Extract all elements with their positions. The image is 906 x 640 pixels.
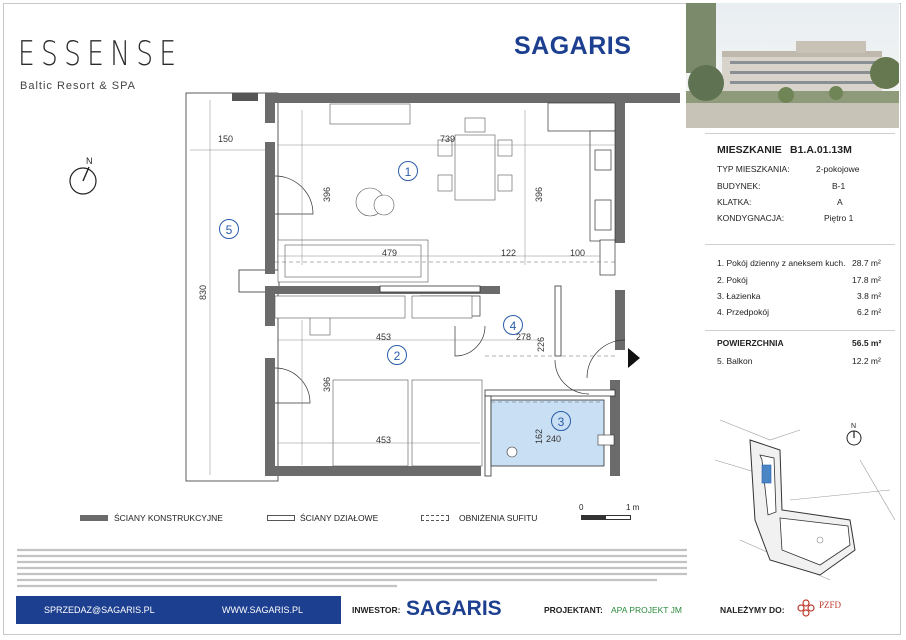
pzfd-flower-icon <box>796 598 816 618</box>
investor-label: INWESTOR: <box>352 605 401 615</box>
staircase-label: KLATKA: <box>717 197 752 207</box>
dim-278: 278 <box>516 332 532 342</box>
floor-label: KONDYGNACJA: <box>717 213 785 223</box>
info-separator-top <box>705 133 895 134</box>
wardrobe <box>275 296 472 318</box>
info-separator-area <box>705 330 895 331</box>
dim-240: 240 <box>546 434 562 444</box>
room-1-value: 28.7 m² <box>852 258 881 268</box>
dim-396-bedroom: 396 <box>322 376 332 392</box>
essense-logo: ESSENSE <box>18 34 183 74</box>
designer-value: APA PROJEKT JM <box>611 605 683 615</box>
dim-479: 479 <box>382 248 398 258</box>
balcony-value: 12.2 m² <box>852 356 881 366</box>
balcony-label: 5. Balkon <box>717 356 753 366</box>
scale-one-meter: 1 m <box>626 503 640 512</box>
legend-partition-swatch <box>267 515 295 521</box>
room-label-5: 5 <box>219 219 239 239</box>
room-label-1: 1 <box>398 161 418 181</box>
room-label-3: 3 <box>551 411 571 431</box>
pzfd-logo: PZFD <box>819 600 842 610</box>
dim-453-bottom: 453 <box>376 435 392 445</box>
room-label-2: 2 <box>387 345 407 365</box>
legend-ceiling-swatch <box>421 515 449 521</box>
dining-table <box>438 118 512 200</box>
disclaimer-text-block <box>17 547 687 589</box>
dim-396-right: 396 <box>534 186 544 202</box>
apartment-title-label: MIESZKANIE <box>717 144 782 156</box>
dim-830: 830 <box>198 284 208 300</box>
scale-zero: 0 <box>579 503 584 512</box>
dim-100: 100 <box>570 248 586 258</box>
apartment-type-value: 2-pokojowe <box>816 164 860 174</box>
footer-email-link[interactable]: SPRZEDAZ@SAGARIS.PL <box>44 605 155 615</box>
north-arrow-icon <box>66 152 106 197</box>
investor-logo: SAGARIS <box>406 597 502 620</box>
site-north-letter: N <box>851 423 857 430</box>
room-2-value: 17.8 m² <box>852 275 881 285</box>
legend-ceiling-label: OBNIŻENIA SUFITU <box>459 513 538 523</box>
footer-website-link[interactable]: WWW.SAGARIS.PL <box>222 605 304 615</box>
sofa <box>278 104 428 282</box>
dim-162: 162 <box>534 428 544 444</box>
building-photo <box>686 3 899 128</box>
beds <box>310 300 482 466</box>
entrance-arrow-icon <box>628 348 640 368</box>
contact-footer-bar <box>16 596 341 624</box>
scale-bar <box>581 515 631 520</box>
balcony-post <box>232 93 258 101</box>
room-1-label: 1. Pokój dzienny z aneksem kuch. <box>717 258 846 268</box>
legend-structural-swatch <box>80 515 108 521</box>
room-2-label: 2. Pokój <box>717 275 748 285</box>
dim-396-left: 396 <box>322 186 332 202</box>
legend-partition-label: ŚCIANY DZIAŁOWE <box>300 513 379 523</box>
floor-value: Piętro 1 <box>824 213 854 223</box>
apartment-title-value: B1.A.01.13M <box>790 144 852 156</box>
dim-739: 739 <box>440 134 456 144</box>
sagaris-logo: SAGARIS <box>514 32 632 60</box>
dim-150: 150 <box>218 134 234 144</box>
north-letter: N <box>86 156 93 166</box>
info-separator-mid <box>705 244 895 245</box>
dim-453-top: 453 <box>376 332 392 342</box>
room-3-label: 3. Łazienka <box>717 291 761 301</box>
building-value: B-1 <box>832 181 846 191</box>
building-label: BUDYNEK: <box>717 181 761 191</box>
room-label-4: 4 <box>503 315 523 335</box>
area-label: POWIERZCHNIA <box>717 338 784 348</box>
apartment-type-label: TYP MIESZKANIA: <box>717 164 790 174</box>
member-label: NALEŻYMY DO: <box>720 605 785 615</box>
room-4-value: 6.2 m² <box>857 307 882 317</box>
dim-226: 226 <box>536 336 546 352</box>
site-key-plan <box>710 400 900 590</box>
room-3-value: 3.8 m² <box>857 291 882 301</box>
essense-logo-subtitle: Baltic Resort & SPA <box>20 80 136 92</box>
area-value: 56.5 m² <box>852 338 882 348</box>
room-4-label: 4. Przedpokój <box>717 307 769 317</box>
staircase-value: A <box>837 197 843 207</box>
designer-label: PROJEKTANT: <box>544 605 603 615</box>
bathroom-area <box>491 400 604 466</box>
dim-122: 122 <box>501 248 517 258</box>
legend-structural-label: ŚCIANY KONSTRUKCYJNE <box>114 513 223 523</box>
